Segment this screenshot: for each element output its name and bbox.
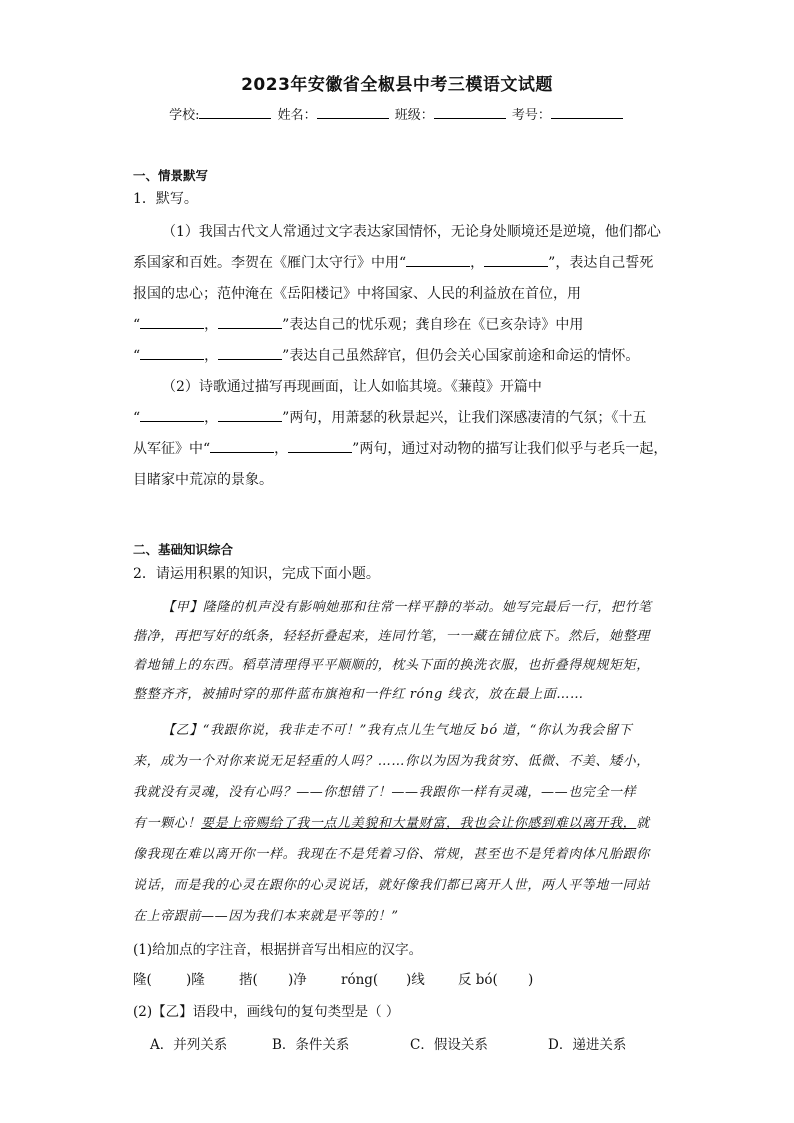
school-label: 学校: [169,108,200,123]
passage-yi-line: 来，成为一个对你来说无足轻重的人吗？……你以为因为我贫穷、低微、不美、矮小， [133,754,650,769]
q1-part1-line: 报国的忠心；范仲淹在《岳阳楼记》中将国家、人民的利益放在首位，用 [133,286,581,302]
pinyin-item: róng( [341,972,379,988]
passage-yi-line: 有一颗心！要是上帝赐给了我一点儿美貌和大量财富，我也会让你感到难以离开我，就 [133,816,650,831]
pinyin-item: )隆 [186,972,205,988]
passage-jia-line: 揩净，再把写好的纸条，轻轻折叠起来，连同竹笔，一一藏在铺位底下。然后，她整理 [133,629,650,644]
passage-jia-line: 【甲】隆隆的机声没有影响她那和往常一样平静的举动。她写完最后一行，把竹笔 [162,600,652,615]
option-d[interactable]: D．递进关系 [548,1037,627,1053]
passage-yi-line: 我就没有灵魂，没有心吗？——你想错了！——我跟你一样有灵魂，——也完全一样 [133,785,637,800]
answer-blank[interactable] [484,253,548,267]
underlined-sentence: 要是上帝赐给了我一点儿美貌和大量财富，我也会让你感到难以离开我， [201,816,637,831]
q1-part2-line: “ ， ”两句，用萧瑟的秋景起兴，让我们深感凄清的气氛；《十五 [133,410,647,426]
question-1-label: 1．默写。 [133,191,198,207]
q1-part2-line: 从军征》中“ ， ”两句，通过对动物的描写让我们似乎与老兵一起， [133,441,668,457]
pinyin-item: ) [528,972,534,988]
pinyin-item: )线 [406,972,425,988]
q1-part1-line: “ ， ”表达自己虽然辞官，但仍会关心国家前途和命运的情怀。 [133,348,640,364]
answer-blank[interactable] [218,408,282,422]
option-b[interactable]: B．条件关系 [272,1037,350,1053]
name-label: 姓名： [277,108,317,123]
pinyin-item: 反 bó( [458,972,498,988]
answer-blank[interactable] [140,315,204,329]
section-heading-2: 二、基础知识综合 [133,542,234,557]
name-field[interactable] [317,106,389,119]
sub-question-1: (1)给加点的字注音，根据拼音写出相应的汉字。 [133,942,423,958]
answer-blank[interactable] [406,253,470,267]
class-field[interactable] [434,106,506,119]
class-label: 班级： [394,108,434,123]
passage-jia-line: 着地铺上的东西。稻草清理得平平顺顺的，枕头下面的换洗衣服，也折叠得规规矩矩， [133,658,650,673]
q1-part2-line: 目睹家中荒凉的景象。 [133,472,273,488]
passage-yi-line: 说话，而是我的心灵在跟你的心灵说话，就好像我们都已离开人世，两人平等地一同站 [133,878,650,893]
student-info-line [0,104,794,123]
q1-part1-line: 系国家和百姓。李贺在《雁门太守行》中用“ ， ”，表达自己誓死 [133,255,654,271]
answer-blank[interactable] [288,439,352,453]
pinyin-item: 隆( [133,972,152,988]
number-label: 考号： [511,108,551,123]
q1-part2-line: （2）诗歌通过描写再现画面，让人如临其境。《蒹葭》开篇中 [162,379,542,395]
answer-blank[interactable] [140,408,204,422]
page-title: 2023年安徽省全椒县中考三模语文试题 [241,75,553,95]
passage-yi-line: 在上帝跟前——因为我们本来就是平等的！” [133,909,399,924]
answer-blank[interactable] [140,346,204,360]
q1-part1-line: （1）我国古代文人常通过文字表达家国情怀，无论身处顺境还是逆境，他们都心 [162,224,661,240]
answer-blank[interactable] [210,439,274,453]
answer-blank[interactable] [218,346,282,360]
sub-question-2: (2)【乙】语段中，画线句的复句类型是（ ） [133,1004,400,1020]
passage-yi-line: 【乙】“我跟你说，我非走不可！”我有点儿生气地反 bó 道，“你认为我会留下 [162,723,633,738]
option-c[interactable]: C．假设关系 [410,1037,488,1053]
pinyin-item: 揩( [239,972,258,988]
question-2-label: 2．请运用积累的知识，完成下面小题。 [133,566,380,582]
q1-part1-line: “ ， ”表达自己的忧乐观；龚自珍在《已亥杂诗》中用 [133,317,584,333]
number-field[interactable] [551,106,623,119]
school-field[interactable] [199,106,271,119]
passage-jia-line: 整整齐齐，被捕时穿的那件蓝布旗袍和一件红 róng 线衣，放在最上面…… [133,687,584,702]
option-a[interactable]: A．并列关系 [150,1037,228,1053]
answer-blank[interactable] [218,315,282,329]
pinyin-item: )净 [288,972,307,988]
passage-yi-line: 像我现在难以离开你一样。我现在不是凭着习俗、常规，甚至也不是凭着肉体凡胎跟你 [133,847,650,862]
section-heading-1: 一、情景默写 [133,168,209,183]
